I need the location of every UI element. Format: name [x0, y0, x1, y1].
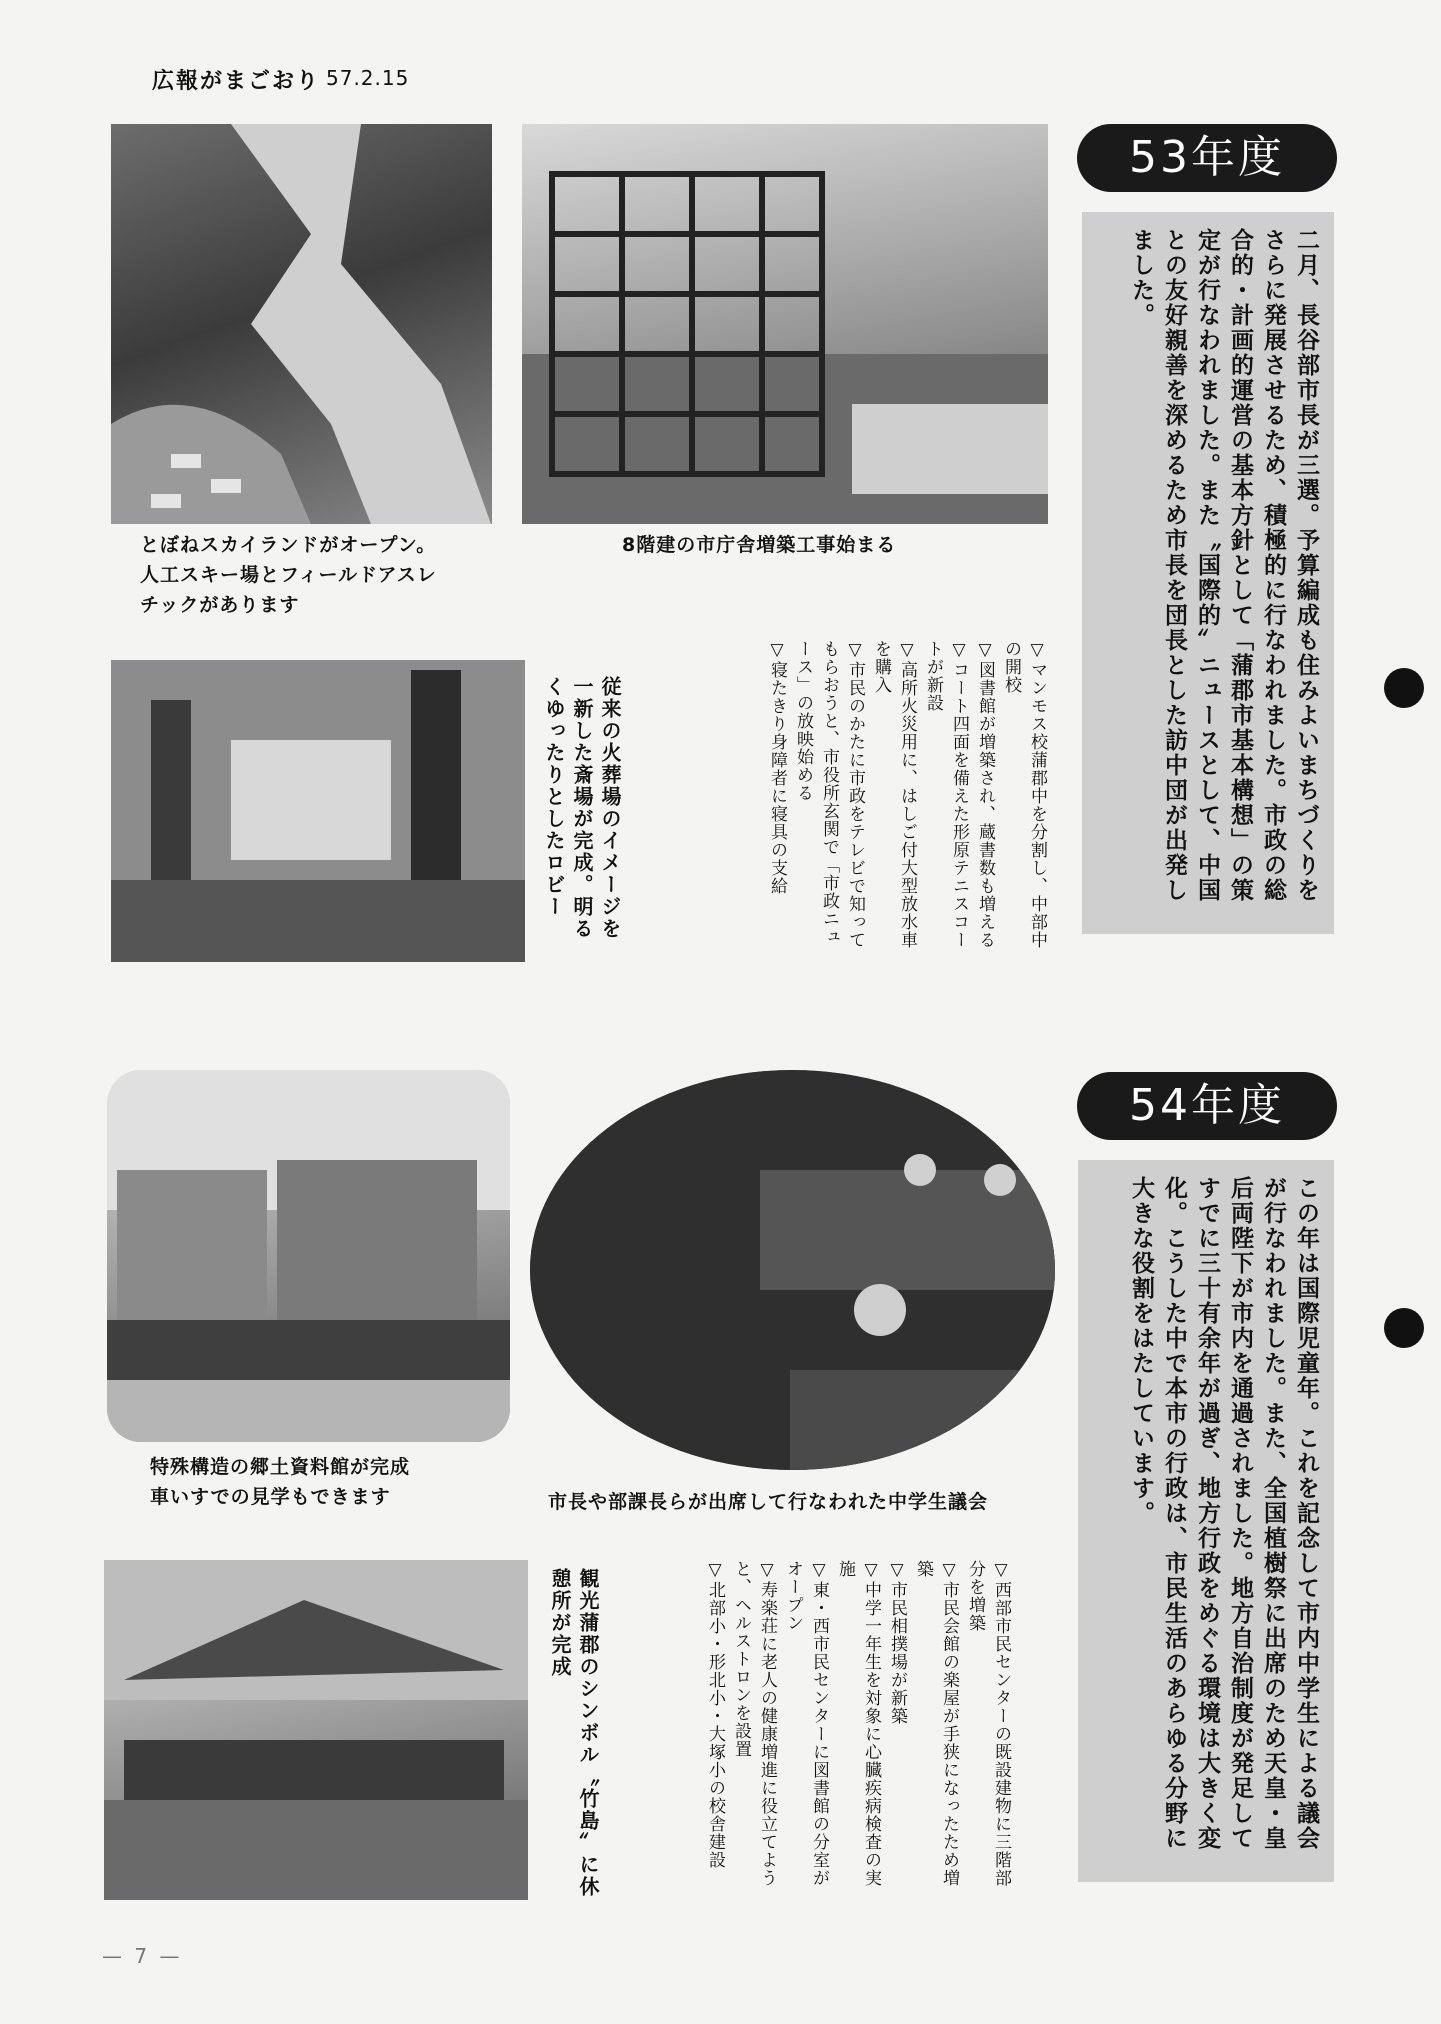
- publication-title: 広報がまごおり: [152, 69, 321, 94]
- page-number: — 7 —: [102, 1944, 183, 1968]
- section54-item-list: [634, 1560, 1014, 1900]
- section54-text-box: [1078, 1160, 1334, 1882]
- list-item: ▽寿楽荘に老人の健康増進に役立てようと、ヘルストロンを設置: [731, 1560, 777, 1887]
- list-item: ▽高所火災用に、はしご付大型放水車を購入: [871, 640, 917, 949]
- section54-body-text: この年は国際児童年。これを記念して市内中学生による議会が行なわれました。また、全国植樹祭に出席のため天皇・皇后両陛下が市内を通過されました。地方自治制度が発足してすでに三十有余年が過ぎ、地方行政をめぐる環境は大きく変化。こうした中で本市の行政は、市民生活のあらゆる分野に大きな役割をはたしています。: [1128, 1176, 1319, 1851]
- photo-funeral-hall-lobby: [111, 660, 525, 962]
- photo-student-assembly-caption: 市長や部課長らが出席して行なわれた中学生議会: [548, 1491, 989, 1513]
- publication-date: 57.2.15: [326, 66, 410, 90]
- year-badge-53: 53年度: [1077, 124, 1337, 192]
- photo-takeshima-caption: 観光蒲郡のシンボル〝竹島〟に休憩所が完成: [548, 1568, 600, 1898]
- list-item: ▽市民のかたに市政をテレビで知ってもらおうと、市役所玄関で「市政ニュース」の放映始める: [793, 640, 865, 949]
- list-item: ▽中学一年生を対象に心臓疾病検査の実施: [835, 1560, 881, 1887]
- list-item: ▽マンモス校蒲郡中を分割し、中部中の開校: [1001, 640, 1047, 949]
- photo-city-hall-construction: [522, 124, 1048, 524]
- year-badge-54: 54年度: [1077, 1072, 1337, 1140]
- list-item: ▽コート四面を備えた形原テニスコートが新設: [923, 640, 969, 949]
- bullet-dot-icon: [1384, 668, 1424, 708]
- photo-student-assembly: [530, 1070, 1055, 1470]
- section53-item-list: [680, 640, 1050, 960]
- photo-funeral-hall-caption: 従来の火葬場のイメージを一新した斎場が完成。明るくゆったりとしたロビー: [542, 676, 622, 940]
- list-item: ▽図書館が増築され、蔵書数も増える: [975, 640, 995, 949]
- photo-takeshima-rest-house: [104, 1560, 528, 1900]
- bullet-dot-icon: [1384, 1308, 1424, 1348]
- photo-local-museum: [107, 1070, 510, 1442]
- photo-tobone-skyland: [111, 124, 492, 524]
- list-item: ▽市民相撲場が新築: [887, 1560, 907, 1725]
- photo-local-museum-caption: 特殊構造の郷土資料館が完成 車いすでの見学もできます: [150, 1456, 411, 1508]
- section53-text-box: [1082, 212, 1334, 934]
- list-item: ▽市民会館の楽屋が手狭になったため増築: [913, 1560, 959, 1887]
- list-item: ▽西部市民センターの既設建物に三階部分を増築: [965, 1560, 1011, 1887]
- photo-tobone-skyland-caption: とぼねスカイランドがオープン。 人工スキー場とフィールドアスレ チックがあります: [140, 534, 437, 616]
- list-item: ▽北部小・形北小・大塚小の校舎建設: [705, 1560, 725, 1869]
- list-item: ▽寝たきり身障者に寝具の支給: [767, 640, 787, 895]
- list-item: ▽東・西市民センターに図書館の分室がオープン: [783, 1560, 829, 1887]
- photo-city-hall-caption: 8階建の市庁舎増築工事始まる: [622, 534, 897, 556]
- section53-body-text: 二月、長谷部市長が三選。予算編成も住みよいまちづくりをさらに発展させるため、積極的に行なわれました。市政の総合的・計画的運営の基本方針として「蒲郡市基本構想」の策定が行なわれました。また〝国際的〟ニュースとして、中国との友好親善を深めるため市長を団長とした訪中団が出発しました。: [1128, 228, 1319, 903]
